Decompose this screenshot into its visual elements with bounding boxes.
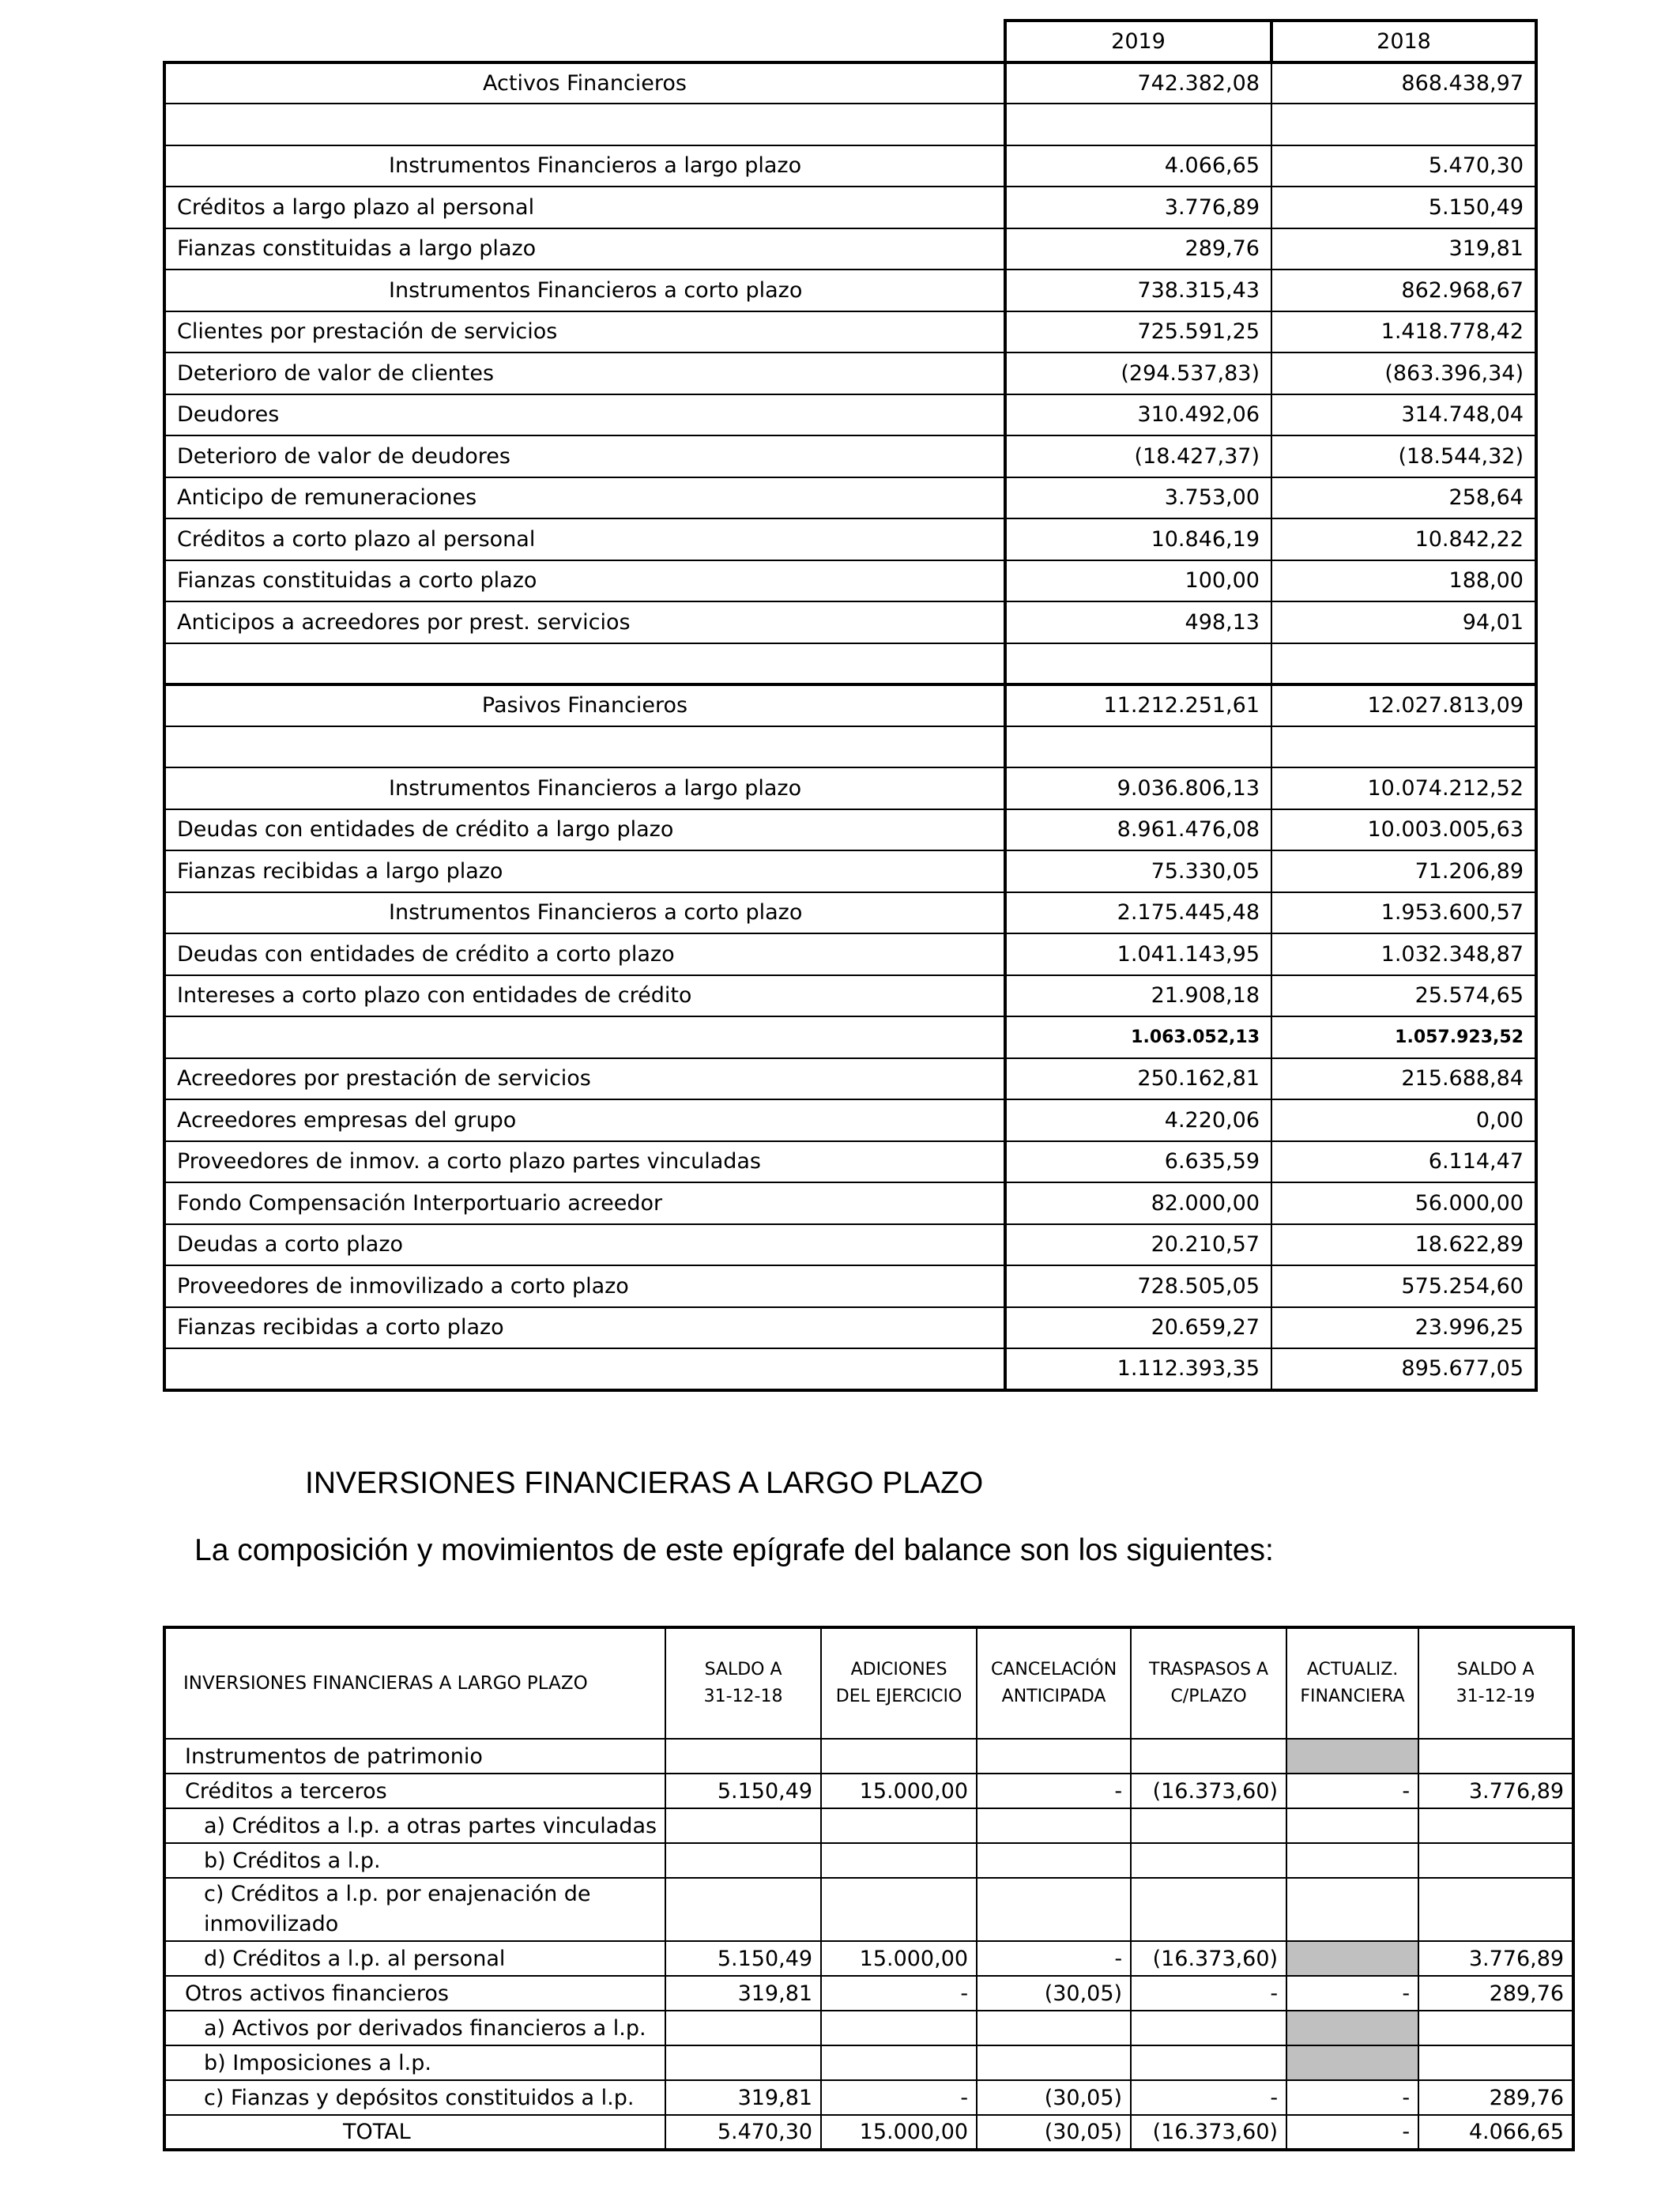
value-2019: 6.635,59 bbox=[1005, 1141, 1271, 1183]
value-2019: 82.000,00 bbox=[1005, 1182, 1271, 1224]
table-row bbox=[164, 2011, 1573, 2045]
value-cell: (16.373,60) bbox=[1131, 1774, 1286, 1808]
value-cell bbox=[665, 1808, 821, 1843]
column-header-line: ANTICIPADA bbox=[1001, 1687, 1106, 1706]
value-2019: 728.505,05 bbox=[1005, 1265, 1271, 1307]
row-label: b) Imposiciones a l.p. bbox=[164, 2045, 665, 2080]
value-2018: 18.622,89 bbox=[1271, 1224, 1536, 1266]
value-2018: 258,64 bbox=[1271, 477, 1536, 519]
value-cell: 319,81 bbox=[665, 1976, 821, 2011]
value-2018: 862.968,67 bbox=[1271, 270, 1536, 311]
row-label: b) Créditos a l.p. bbox=[164, 1843, 665, 1878]
table-row bbox=[164, 1182, 1536, 1224]
table-row bbox=[164, 1307, 1536, 1349]
year-header-2019: 2019 bbox=[1005, 21, 1271, 62]
row-label bbox=[164, 1016, 1005, 1058]
table-row bbox=[164, 1878, 1573, 1941]
table-row bbox=[164, 1099, 1536, 1141]
table-row bbox=[164, 975, 1536, 1017]
value-cell: - bbox=[1286, 1774, 1418, 1808]
value-2019: (18.427,37) bbox=[1005, 435, 1271, 477]
row-label: Fianzas recibidas a corto plazo bbox=[164, 1307, 1005, 1349]
value-cell: - bbox=[1131, 1976, 1286, 2011]
row-label: Créditos a largo plazo al personal bbox=[164, 187, 1005, 228]
table-row bbox=[164, 2080, 1573, 2115]
table-row bbox=[164, 518, 1536, 560]
value-cell bbox=[977, 1739, 1131, 1774]
value-2018 bbox=[1271, 726, 1536, 768]
value-cell: 4.066,65 bbox=[1418, 2115, 1573, 2150]
table-row bbox=[164, 352, 1536, 394]
value-2019: 725.591,25 bbox=[1005, 311, 1271, 353]
value-cell bbox=[1286, 2045, 1418, 2080]
value-cell bbox=[665, 2045, 821, 2080]
value-2018: 10.074.212,52 bbox=[1271, 767, 1536, 809]
value-cell bbox=[1286, 1941, 1418, 1976]
value-2019: 20.210,57 bbox=[1005, 1224, 1271, 1266]
column-header bbox=[665, 1627, 821, 1739]
value-2019 bbox=[1005, 104, 1271, 145]
row-label: Créditos a terceros bbox=[164, 1774, 665, 1808]
total-label: TOTAL bbox=[164, 2115, 665, 2150]
value-cell: - bbox=[1286, 2115, 1418, 2150]
section-title: INVERSIONES FINANCIERAS A LARGO PLAZO bbox=[305, 1466, 984, 1500]
value-2018 bbox=[1271, 643, 1536, 685]
column-header bbox=[1418, 1627, 1573, 1739]
value-cell bbox=[1131, 1808, 1286, 1843]
value-2019: 100,00 bbox=[1005, 560, 1271, 602]
row-label: Fianzas recibidas a largo plazo bbox=[164, 850, 1005, 892]
table-row bbox=[164, 1141, 1536, 1183]
column-header-row bbox=[164, 1627, 1573, 1739]
value-cell bbox=[1286, 1843, 1418, 1878]
value-cell bbox=[1131, 2011, 1286, 2045]
row-label: a) Activos por derivados financieros a l.p. bbox=[164, 2011, 665, 2045]
value-cell bbox=[1131, 1878, 1286, 1941]
long-term-investments-table bbox=[163, 1626, 1575, 2151]
value-2019: (294.537,83) bbox=[1005, 352, 1271, 394]
value-2018: 895.677,05 bbox=[1271, 1348, 1536, 1390]
value-cell: - bbox=[821, 2080, 977, 2115]
value-cell: - bbox=[1286, 2080, 1418, 2115]
value-cell bbox=[977, 1878, 1131, 1941]
value-2018: 215.688,84 bbox=[1271, 1058, 1536, 1100]
value-2019: 9.036.806,13 bbox=[1005, 767, 1271, 809]
value-2018: 1.057.923,52 bbox=[1271, 1016, 1536, 1058]
value-2018: 1.032.348,87 bbox=[1271, 933, 1536, 975]
table-row bbox=[164, 270, 1536, 311]
value-cell bbox=[821, 2045, 977, 2080]
value-cell bbox=[1286, 2011, 1418, 2045]
value-cell: 3.776,89 bbox=[1418, 1774, 1573, 1808]
row-label: Intereses a corto plazo con entidades de crédito bbox=[164, 975, 1005, 1017]
table-row bbox=[164, 228, 1536, 270]
value-cell bbox=[821, 2011, 977, 2045]
row-label: Deterioro de valor de deudores bbox=[164, 435, 1005, 477]
value-cell bbox=[665, 1878, 821, 1941]
table-row bbox=[164, 643, 1536, 685]
value-cell bbox=[1286, 1808, 1418, 1843]
value-2018: 314.748,04 bbox=[1271, 394, 1536, 436]
value-2018 bbox=[1271, 104, 1536, 145]
column-header-line: ADICIONES bbox=[850, 1660, 947, 1679]
column-header-line: ACTUALIZ. bbox=[1306, 1660, 1399, 1679]
value-cell bbox=[821, 1808, 977, 1843]
value-cell: 15.000,00 bbox=[821, 2115, 977, 2150]
column-header-line: DEL EJERCICIO bbox=[835, 1687, 962, 1706]
value-2019: 11.212.251,61 bbox=[1005, 684, 1271, 726]
table-row bbox=[164, 394, 1536, 436]
value-2018: 575.254,60 bbox=[1271, 1265, 1536, 1307]
row-label: Acreedores empresas del grupo bbox=[164, 1099, 1005, 1141]
row-label bbox=[164, 104, 1005, 145]
table-row bbox=[164, 187, 1536, 228]
value-2019: 21.908,18 bbox=[1005, 975, 1271, 1017]
value-cell bbox=[665, 1843, 821, 1878]
row-label: a) Créditos a l.p. a otras partes vinculadas bbox=[164, 1808, 665, 1843]
value-cell: 15.000,00 bbox=[821, 1774, 977, 1808]
column-header bbox=[164, 1627, 665, 1739]
value-2019: 2.175.445,48 bbox=[1005, 892, 1271, 934]
value-cell bbox=[1418, 1843, 1573, 1878]
value-2019: 75.330,05 bbox=[1005, 850, 1271, 892]
column-header-line: TRASPASOS A bbox=[1149, 1660, 1269, 1679]
row-label: Deudas con entidades de crédito a corto plazo bbox=[164, 933, 1005, 975]
value-2018: 10.842,22 bbox=[1271, 518, 1536, 560]
row-label: Fianzas constituidas a largo plazo bbox=[164, 228, 1005, 270]
row-label: Instrumentos Financieros a largo plazo bbox=[164, 145, 1005, 187]
table-row bbox=[164, 1739, 1573, 1774]
row-label: Acreedores por prestación de servicios bbox=[164, 1058, 1005, 1100]
value-2018: 10.003.005,63 bbox=[1271, 809, 1536, 851]
value-2019: 20.659,27 bbox=[1005, 1307, 1271, 1349]
value-2019: 310.492,06 bbox=[1005, 394, 1271, 436]
row-label: Instrumentos de patrimonio bbox=[164, 1739, 665, 1774]
table-row bbox=[164, 1976, 1573, 2011]
value-cell: (30,05) bbox=[977, 1976, 1131, 2011]
column-header bbox=[821, 1627, 977, 1739]
value-2018: (863.396,34) bbox=[1271, 352, 1536, 394]
value-2018: 23.996,25 bbox=[1271, 1307, 1536, 1349]
table-row bbox=[164, 1843, 1573, 1878]
table-row bbox=[164, 1348, 1536, 1390]
value-2018: 25.574,65 bbox=[1271, 975, 1536, 1017]
table-row bbox=[164, 311, 1536, 353]
row-label: Instrumentos Financieros a corto plazo bbox=[164, 892, 1005, 934]
row-label: Fondo Compensación Interportuario acreedor bbox=[164, 1182, 1005, 1224]
row-label: Activos Financieros bbox=[164, 62, 1005, 104]
column-header-line: 31-12-18 bbox=[703, 1687, 783, 1706]
table-row bbox=[164, 892, 1536, 934]
column-header-line: INVERSIONES FINANCIERAS A LARGO PLAZO bbox=[183, 1673, 588, 1694]
year-header-2018: 2018 bbox=[1271, 21, 1536, 62]
value-2019: 4.220,06 bbox=[1005, 1099, 1271, 1141]
value-2018: 5.470,30 bbox=[1271, 145, 1536, 187]
row-label: d) Créditos a l.p. al personal bbox=[164, 1941, 665, 1976]
column-header-line: SALDO A bbox=[704, 1660, 782, 1679]
table-row bbox=[164, 1265, 1536, 1307]
table-row bbox=[164, 477, 1536, 519]
table-row bbox=[164, 62, 1536, 104]
value-cell: 289,76 bbox=[1418, 1976, 1573, 2011]
row-label bbox=[164, 1348, 1005, 1390]
value-cell bbox=[1131, 1843, 1286, 1878]
value-2018: 56.000,00 bbox=[1271, 1182, 1536, 1224]
value-2019: 3.753,00 bbox=[1005, 477, 1271, 519]
column-header bbox=[1131, 1627, 1286, 1739]
value-cell bbox=[1418, 1739, 1573, 1774]
row-label: Anticipos a acreedores por prest. servicios bbox=[164, 601, 1005, 643]
table-row bbox=[164, 684, 1536, 726]
table-row bbox=[164, 104, 1536, 145]
value-cell bbox=[1286, 1878, 1418, 1941]
table-row bbox=[164, 933, 1536, 975]
value-cell: (16.373,60) bbox=[1131, 2115, 1286, 2150]
column-header-line: SALDO A bbox=[1456, 1660, 1535, 1679]
value-cell: 3.776,89 bbox=[1418, 1941, 1573, 1976]
value-cell bbox=[1131, 2045, 1286, 2080]
row-label: Deudas con entidades de crédito a largo plazo bbox=[164, 809, 1005, 851]
row-label: Deudores bbox=[164, 394, 1005, 436]
value-2019: 498,13 bbox=[1005, 601, 1271, 643]
column-header-line: C/PLAZO bbox=[1170, 1687, 1247, 1706]
row-label: c) Fianzas y depósitos constituidos a l.p. bbox=[164, 2080, 665, 2115]
row-label: Deudas a corto plazo bbox=[164, 1224, 1005, 1266]
column-header-line: FINANCIERA bbox=[1300, 1687, 1405, 1706]
table-row bbox=[164, 2115, 1573, 2150]
value-cell: 289,76 bbox=[1418, 2080, 1573, 2115]
row-label: Clientes por prestación de servicios bbox=[164, 311, 1005, 353]
row-label: Pasivos Financieros bbox=[164, 684, 1005, 726]
table-row bbox=[164, 1224, 1536, 1266]
section-intro: La composición y movimientos de este epígrafe del balance son los siguientes: bbox=[194, 1533, 1274, 1567]
table-row bbox=[164, 1774, 1573, 1808]
value-2019: 1.041.143,95 bbox=[1005, 933, 1271, 975]
value-cell bbox=[977, 1843, 1131, 1878]
value-cell: 5.470,30 bbox=[665, 2115, 821, 2150]
value-2018: 0,00 bbox=[1271, 1099, 1536, 1141]
value-cell bbox=[977, 1808, 1131, 1843]
value-2019: 742.382,08 bbox=[1005, 62, 1271, 104]
row-label: Proveedores de inmov. a corto plazo partes vinculadas bbox=[164, 1141, 1005, 1183]
value-2018: 94,01 bbox=[1271, 601, 1536, 643]
value-2019 bbox=[1005, 726, 1271, 768]
table-row bbox=[164, 560, 1536, 602]
value-2019: 8.961.476,08 bbox=[1005, 809, 1271, 851]
financial-assets-liabilities-table bbox=[163, 19, 1538, 1392]
value-cell: - bbox=[977, 1774, 1131, 1808]
value-cell: 5.150,49 bbox=[665, 1941, 821, 1976]
value-2018: 71.206,89 bbox=[1271, 850, 1536, 892]
table-row bbox=[164, 1016, 1536, 1058]
row-label: Proveedores de inmovilizado a corto plazo bbox=[164, 1265, 1005, 1307]
value-2018: 12.027.813,09 bbox=[1271, 684, 1536, 726]
table-row bbox=[164, 1058, 1536, 1100]
table-row bbox=[164, 2045, 1573, 2080]
table-row bbox=[164, 809, 1536, 851]
value-cell: 319,81 bbox=[665, 2080, 821, 2115]
header-blank-cell bbox=[164, 21, 1005, 62]
row-label: Créditos a corto plazo al personal bbox=[164, 518, 1005, 560]
table-row bbox=[164, 1941, 1573, 1976]
row-label: Otros activos financieros bbox=[164, 1976, 665, 2011]
value-cell: (30,05) bbox=[977, 2080, 1131, 2115]
value-2018: 1.418.778,42 bbox=[1271, 311, 1536, 353]
value-cell bbox=[821, 1878, 977, 1941]
table-row bbox=[164, 145, 1536, 187]
value-cell: - bbox=[1286, 1976, 1418, 2011]
value-2018: (18.544,32) bbox=[1271, 435, 1536, 477]
row-label bbox=[164, 726, 1005, 768]
value-2019: 289,76 bbox=[1005, 228, 1271, 270]
row-label bbox=[164, 643, 1005, 685]
value-2018: 6.114,47 bbox=[1271, 1141, 1536, 1183]
value-2019: 1.112.393,35 bbox=[1005, 1348, 1271, 1390]
value-2019: 10.846,19 bbox=[1005, 518, 1271, 560]
value-cell: 5.150,49 bbox=[665, 1774, 821, 1808]
row-label: Instrumentos Financieros a largo plazo bbox=[164, 767, 1005, 809]
value-cell: - bbox=[1131, 2080, 1286, 2115]
value-cell bbox=[665, 1739, 821, 1774]
year-header-row bbox=[164, 21, 1536, 62]
value-cell bbox=[821, 1739, 977, 1774]
value-2018: 868.438,97 bbox=[1271, 62, 1536, 104]
row-label: c) Créditos a l.p. por enajenación de inmovilizado bbox=[164, 1878, 665, 1941]
column-header bbox=[977, 1627, 1131, 1739]
value-cell bbox=[665, 2011, 821, 2045]
value-2019: 738.315,43 bbox=[1005, 270, 1271, 311]
value-2019: 4.066,65 bbox=[1005, 145, 1271, 187]
value-cell: 15.000,00 bbox=[821, 1941, 977, 1976]
row-label: Instrumentos Financieros a corto plazo bbox=[164, 270, 1005, 311]
table-row bbox=[164, 726, 1536, 768]
table-row bbox=[164, 767, 1536, 809]
value-cell bbox=[977, 2011, 1131, 2045]
value-2018: 319,81 bbox=[1271, 228, 1536, 270]
row-label: Fianzas constituidas a corto plazo bbox=[164, 560, 1005, 602]
value-cell bbox=[977, 2045, 1131, 2080]
table-row bbox=[164, 601, 1536, 643]
row-label: Anticipo de remuneraciones bbox=[164, 477, 1005, 519]
value-2018: 1.953.600,57 bbox=[1271, 892, 1536, 934]
table-row bbox=[164, 1808, 1573, 1843]
table-row bbox=[164, 850, 1536, 892]
value-cell: (30,05) bbox=[977, 2115, 1131, 2150]
value-cell bbox=[1418, 1878, 1573, 1941]
value-cell: (16.373,60) bbox=[1131, 1941, 1286, 1976]
row-label: Deterioro de valor de clientes bbox=[164, 352, 1005, 394]
value-cell bbox=[1418, 2011, 1573, 2045]
column-header-line: 31-12-19 bbox=[1456, 1687, 1535, 1706]
value-cell: - bbox=[821, 1976, 977, 2011]
column-header-line: CANCELACIÓN bbox=[990, 1660, 1117, 1679]
value-2018: 188,00 bbox=[1271, 560, 1536, 602]
value-cell bbox=[1418, 2045, 1573, 2080]
value-cell bbox=[1131, 1739, 1286, 1774]
value-2019: 1.063.052,13 bbox=[1005, 1016, 1271, 1058]
value-cell: - bbox=[977, 1941, 1131, 1976]
value-cell bbox=[1418, 1808, 1573, 1843]
column-header bbox=[1286, 1627, 1418, 1739]
table-row bbox=[164, 435, 1536, 477]
value-2019 bbox=[1005, 643, 1271, 685]
value-2018: 5.150,49 bbox=[1271, 187, 1536, 228]
value-2019: 3.776,89 bbox=[1005, 187, 1271, 228]
value-cell bbox=[821, 1843, 977, 1878]
value-cell bbox=[1286, 1739, 1418, 1774]
value-2019: 250.162,81 bbox=[1005, 1058, 1271, 1100]
